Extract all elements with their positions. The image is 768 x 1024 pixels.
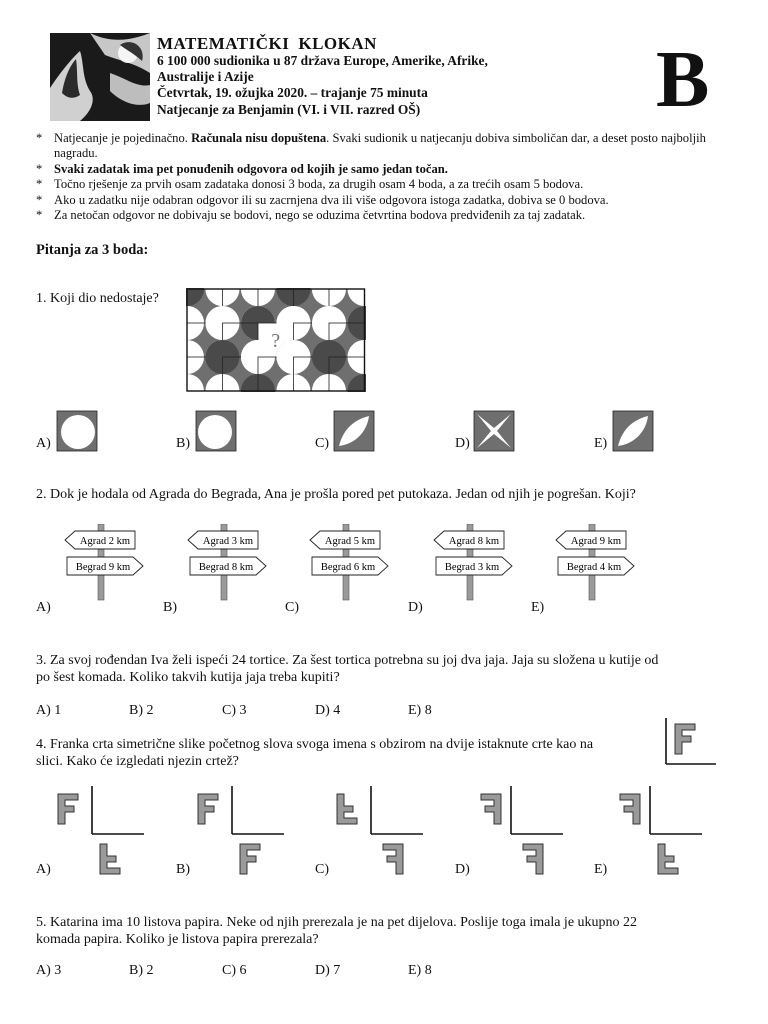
letter-f-icon <box>620 794 640 824</box>
letter-f-icon <box>337 794 357 824</box>
symmetry-option-figure[interactable] <box>610 786 706 882</box>
sign-top-text: Agrad 3 km <box>202 536 254 547</box>
question-4-line-2: slici. Kako će izgledati njezin crtež? <box>36 754 239 769</box>
option-label[interactable]: D) 7 <box>315 963 341 978</box>
option-label[interactable]: B) <box>163 600 177 615</box>
missing-mark: ? <box>271 330 281 352</box>
sign-top-text: Agrad 5 km <box>324 536 376 547</box>
question-3-line-1: 3. Za svoj rođendan Iva želi ispeći 24 tortice. Za šest tortica potrebna su joj dva jaja. Jaja su složena u kutije od <box>36 653 659 668</box>
symmetry-option-figure[interactable] <box>331 786 427 882</box>
question-5-line-1: 5. Katarina ima 10 listova papira. Neke od njih prerezala je na pet dijelova. Poslije toga imala je ukupno 22 <box>36 915 638 930</box>
symmetry-option-figure[interactable] <box>192 786 288 882</box>
letter-f-icon <box>523 844 543 874</box>
signpost <box>554 524 644 602</box>
letter-f-icon <box>240 844 260 874</box>
option-label[interactable]: A) <box>36 436 51 451</box>
option-label[interactable]: A) <box>36 600 51 615</box>
rule-item <box>36 177 736 192</box>
rule-text: Za netočan odgovor ne dobivaju se bodovi, nego se oduzima četvrtina bodova predviđenih za taj zadatak. <box>54 208 586 223</box>
symmetry-option-figure[interactable] <box>471 786 567 882</box>
bullet-star-icon: * <box>36 131 43 145</box>
header-line: Četvrtak, 19. ožujka 2020. – trajanje 75 minuta <box>157 85 428 101</box>
question-2-text: 2. Dok je hodala od Agrada do Begrada, Ana je prošla pored pet putokaza. Jedan od njih je pogrešan. Koji? <box>36 487 636 502</box>
sign-bottom-text: Begrad 8 km <box>198 562 254 573</box>
option-label[interactable]: D) <box>408 600 423 615</box>
option-label[interactable]: D) <box>455 436 470 451</box>
rule-text: Ako u zadatku nije odabran odgovor ili su zacrnjena dva ili više odgovora istoga zadatka, dobiva se 0 bodova. <box>54 192 609 207</box>
option-label[interactable]: B) 2 <box>129 963 154 978</box>
option-label[interactable]: E) <box>531 600 545 615</box>
title-word-1: MATEMATIČKI <box>157 34 290 53</box>
sign-bottom-text: Begrad 3 km <box>444 562 500 573</box>
rule-item <box>36 162 736 177</box>
option-label[interactable]: E) <box>594 862 608 877</box>
pattern-tile <box>312 340 366 392</box>
title-word-2: KLOKAN <box>298 34 377 53</box>
sign-top-text: Agrad 8 km <box>448 536 500 547</box>
bullet-star-icon: * <box>36 192 43 207</box>
option-label[interactable]: A) 1 <box>36 703 62 718</box>
sign-top-text: Agrad 2 km <box>79 536 131 547</box>
option-label[interactable]: A) <box>36 862 51 877</box>
letter-f-icon <box>198 794 218 824</box>
option-label[interactable]: E) <box>594 436 608 451</box>
bullet-star-icon: * <box>36 208 43 223</box>
question-4-line-1: 4. Franka crta simetrične slike početnog slova svoga imena s obzirom na dvije istaknute crte kao na <box>36 737 594 752</box>
question-4-example-figure <box>662 718 716 768</box>
option-label[interactable]: B) <box>176 436 190 451</box>
option-label[interactable]: D) <box>455 862 470 877</box>
option-d-tile[interactable] <box>473 410 515 452</box>
sign-bottom-text: Begrad 4 km <box>566 562 622 573</box>
header-line: Australije i Azije <box>157 69 254 85</box>
header-line: 6 100 000 sudionika u 87 država Europe, Amerike, Afrike, <box>157 53 488 68</box>
question-3-line-2: po šest komada. Koliko takvih kutija jaja treba kupiti? <box>36 670 340 685</box>
rule-item <box>36 131 736 162</box>
option-label[interactable]: E) 8 <box>408 963 432 978</box>
letter-f-icon <box>58 794 78 824</box>
option-label[interactable]: C) 6 <box>222 963 247 978</box>
sign-bottom-text: Begrad 6 km <box>320 562 376 573</box>
letter-f-icon <box>675 724 695 754</box>
sign-top-text: Agrad 9 km <box>570 536 622 547</box>
option-label[interactable]: E) 8 <box>408 703 432 718</box>
question-1-pattern-grid <box>186 288 366 392</box>
kangaroo-logo-icon <box>50 33 150 121</box>
option-e-tile[interactable] <box>612 410 654 452</box>
section-title: Pitanja za 3 boda: <box>36 242 149 258</box>
option-label[interactable]: C) 3 <box>222 703 247 718</box>
option-label[interactable]: C) <box>315 436 329 451</box>
signpost <box>432 524 522 602</box>
rules-list <box>36 131 736 223</box>
question-5-line-2: komada papira. Koliko je listova papira prerezala? <box>36 932 319 947</box>
option-label[interactable]: C) <box>285 600 299 615</box>
rule-text: Natjecanje je pojedinačno. <box>54 131 192 145</box>
option-c-tile[interactable] <box>333 410 375 452</box>
option-label[interactable]: D) 4 <box>315 703 341 718</box>
letter-f-icon <box>100 844 120 874</box>
option-label[interactable]: A) 3 <box>36 963 62 978</box>
letter-f-icon <box>658 844 678 874</box>
option-label[interactable]: C) <box>315 862 329 877</box>
signpost <box>308 524 398 602</box>
sign-bottom-text: Begrad 9 km <box>75 562 131 573</box>
signpost <box>63 524 153 602</box>
contest-header <box>157 34 577 118</box>
rule-text: Točno rješenje za prvih osam zadataka donosi 3 boda, za drugih osam 4 boda, a za trećih osam 5 bodova. <box>54 177 584 192</box>
symmetry-option-figure[interactable] <box>52 786 148 882</box>
rule-item <box>36 208 736 223</box>
rule-item <box>36 193 736 208</box>
letter-f-icon <box>481 794 501 824</box>
rule-text: . Svaki sudionik u natjecanju dobiva simboličan dar, a deset posto najboljih nagradu. <box>54 131 706 161</box>
bullet-star-icon: * <box>36 177 43 192</box>
option-a-tile[interactable] <box>56 410 98 452</box>
contest-title <box>157 34 577 53</box>
question-1-text: 1. Koji dio nedostaje? <box>36 291 159 306</box>
option-label[interactable]: B) <box>176 862 190 877</box>
letter-f-icon <box>383 844 403 874</box>
option-label[interactable]: B) 2 <box>129 703 154 718</box>
category-letter: B <box>656 36 710 124</box>
signpost <box>186 524 276 602</box>
rule-text: Računala nisu dopuštena <box>191 131 327 145</box>
bullet-star-icon: * <box>36 161 43 176</box>
rule-text: Svaki zadatak ima pet ponuđenih odgovora od kojih je samo jedan točan. <box>54 161 448 176</box>
option-b-tile[interactable] <box>195 410 237 452</box>
header-line: Natjecanje za Benjamin (VI. i VII. razred OŠ) <box>157 101 421 117</box>
